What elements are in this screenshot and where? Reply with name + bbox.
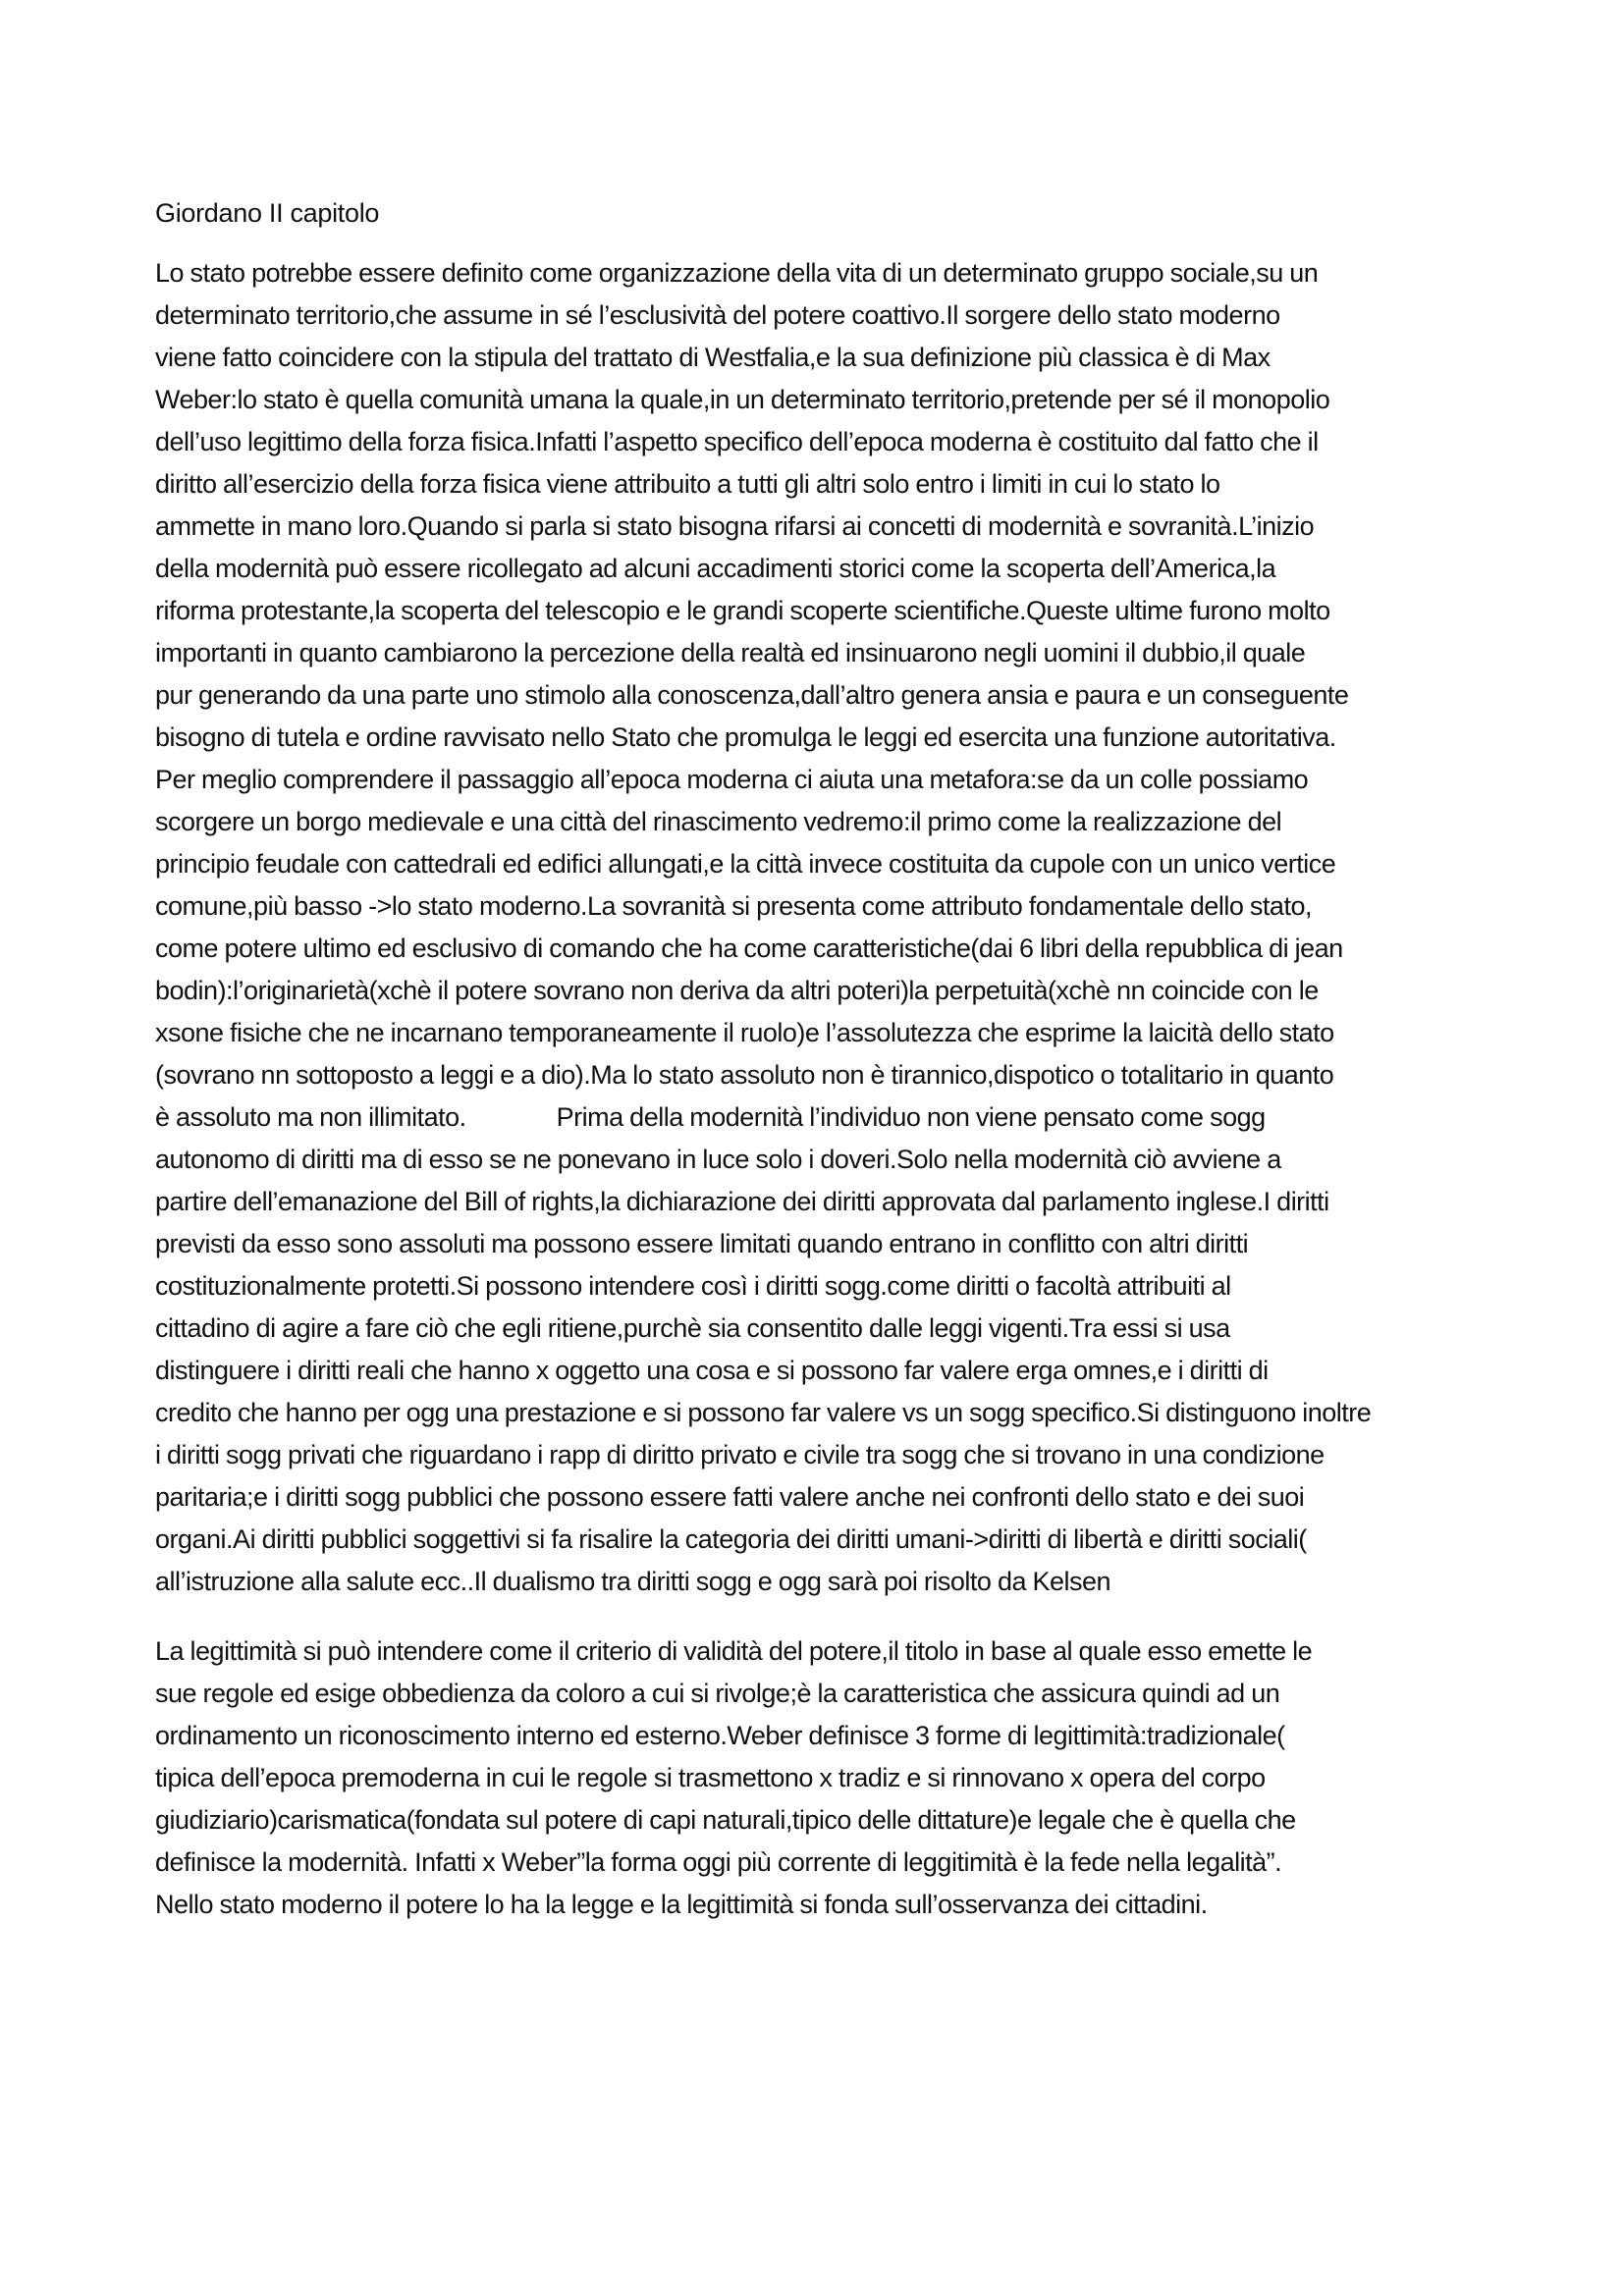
text-line: dell’uso legittimo della forza fisica.Infatti l’aspetto specifico dell’epoca moderna è costituito dal fatto che il xyxy=(155,427,1319,456)
text-line: xsone fisiche che ne incarnano temporaneamente il ruolo)e l’assolutezza che esprime la laicità dello stato xyxy=(155,1018,1334,1047)
text-line-split xyxy=(155,1096,1490,1139)
text-line: paritaria;e i diritti sogg pubblici che possono essere fatti valere anche nei confronti dello stato e dei suoi xyxy=(155,1482,1305,1512)
text-line: giudiziario)carismatica(fondata sul potere di capi naturali,tipico delle dittature)e legale che è quella che xyxy=(155,1805,1296,1835)
text-line: i diritti sogg privati che riguardano i rapp di diritto privato e civile tra sogg che si trovano in una condizione xyxy=(155,1440,1325,1469)
text-line: Per meglio comprendere il passaggio all’epoca moderna ci aiuta una metafora:se da un colle possiamo xyxy=(155,765,1309,794)
text-line: cittadino di agire a fare ciò che egli ritiene,purchè sia consentito dalle leggi vigenti.Tra essi si usa xyxy=(155,1313,1230,1343)
text-line: ammette in mano loro.Quando si parla si stato bisogna rifarsi ai concetti di modernità e sovranità.L’inizio xyxy=(155,511,1315,541)
text-line: della modernità può essere ricollegato ad alcuni accadimenti storici come la scoperta dell’America,la xyxy=(155,554,1276,583)
text-line: tipica dell’epoca premoderna in cui le regole si trasmettono x tradiz e si rinnovano x opera del corpo xyxy=(155,1763,1266,1792)
text-line: Weber:lo stato è quella comunità umana la quale,in un determinato territorio,pretende per sé il monopolio xyxy=(155,385,1330,414)
text-line: Lo stato potrebbe essere definito come organizzazione della vita di un determinato gruppo sociale,su un xyxy=(155,258,1319,288)
text-line: previsti da esso sono assoluti ma possono essere limitati quando entrano in conflitto con altri diritti xyxy=(155,1229,1249,1258)
text-line: distinguere i diritti reali che hanno x oggetto una cosa e si possono far valere erga omnes,e i diritti di xyxy=(155,1356,1269,1385)
text-line: bodin):l’originarietà(xchè il potere sovrano non deriva da altri poteri)la perpetuità(xchè nn coincide con le xyxy=(155,976,1319,1005)
text-line: principio feudale con cattedrali ed edifici allungati,e la città invece costituita da cupole con un unico vertice xyxy=(155,849,1336,879)
text-line: organi.Ai diritti pubblici soggettivi si fa risalire la categoria dei diritti umani->diritti di libertà e diritti sociali( xyxy=(155,1524,1307,1554)
text-line: autonomo di diritti ma di esso se ne ponevano in luce solo i doveri.Solo nella modernità ciò avviene a xyxy=(155,1145,1281,1174)
text-line: ordinamento un riconoscimento interno ed esterno.Weber definisce 3 forme di legittimità:tradizionale( xyxy=(155,1721,1285,1750)
text-line: Nello stato moderno il potere lo ha la legge e la legittimità si fonda sull’osservanza dei cittadini. xyxy=(155,1890,1208,1919)
document-body xyxy=(155,192,1490,1953)
text-line: bisogno di tutela e ordine ravvisato nello Stato che promulga le leggi ed esercita una funzione autoritativa. xyxy=(155,722,1336,752)
text-line: determinato territorio,che assume in sé l’esclusività del potere coattivo.Il sorgere dello stato moderno xyxy=(155,300,1280,330)
paragraph-2 xyxy=(155,1630,1490,1926)
text-line: pur generando da una parte uno stimolo alla conoscenza,dall’altro genera ansia e paura e un conseguente xyxy=(155,680,1349,710)
text-line: diritto all’esercizio della forza fisica viene attribuito a tutti gli altri solo entro i limiti in cui lo stato lo xyxy=(155,469,1220,499)
text-segment: è assoluto ma non illimitato. xyxy=(155,1102,466,1132)
text-line: credito che hanno per ogg una prestazione e si possono far valere vs un sogg specifico.Si distinguono inoltre xyxy=(155,1398,1372,1427)
text-line: partire dell’emanazione del Bill of rights,la dichiarazione dei diritti approvata dal parlamento inglese.I diritti xyxy=(155,1187,1329,1216)
paragraph-1 xyxy=(155,252,1490,1603)
text-line: importanti in quanto cambiarono la percezione della realtà ed insinuarono negli uomini il dubbio,il quale xyxy=(155,638,1306,667)
text-line: viene fatto coincidere con la stipula del trattato di Westfalia,e la sua definizione più classica è di Max xyxy=(155,343,1271,372)
text-line: sue regole ed esige obbedienza da coloro a cui si rivolge;è la caratteristica che assicura quindi ad un xyxy=(155,1679,1280,1708)
text-line: come potere ultimo ed esclusivo di comando che ha come caratteristiche(dai 6 libri della repubblica di jean xyxy=(155,934,1343,963)
text-line: (sovrano nn sottoposto a leggi e a dio).Ma lo stato assoluto non è tirannico,dispotico o totalitario in quanto xyxy=(155,1060,1334,1090)
text-line: definisce la modernità. Infatti x Weber”la forma oggi più corrente di leggitimità è la fede nella legalità”. xyxy=(155,1847,1282,1877)
document-title: Giordano II capitolo xyxy=(155,198,380,228)
text-line: comune,più basso ->lo stato moderno.La sovranità si presenta come attributo fondamentale dello stato, xyxy=(155,891,1312,921)
text-line: all’istruzione alla salute ecc..Il dualismo tra diritti sogg e ogg sarà poi risolto da Kelsen xyxy=(155,1567,1111,1596)
text-line: scorgere un borgo medievale e una città del rinascimento vedremo:il primo come la realizzazione del xyxy=(155,807,1282,836)
text-line: costituzionalmente protetti.Si possono intendere così i diritti sogg.come diritti o facoltà attribuiti al xyxy=(155,1271,1231,1301)
text-segment: Prima della modernità l’individuo non viene pensato come sogg xyxy=(556,1102,1266,1132)
text-line: riforma protestante,la scoperta del telescopio e le grandi scoperte scientifiche.Queste ultime furono molto xyxy=(155,596,1330,625)
text-line: La legittimità si può intendere come il criterio di validità del potere,il titolo in base al quale esso emette le xyxy=(155,1636,1313,1666)
